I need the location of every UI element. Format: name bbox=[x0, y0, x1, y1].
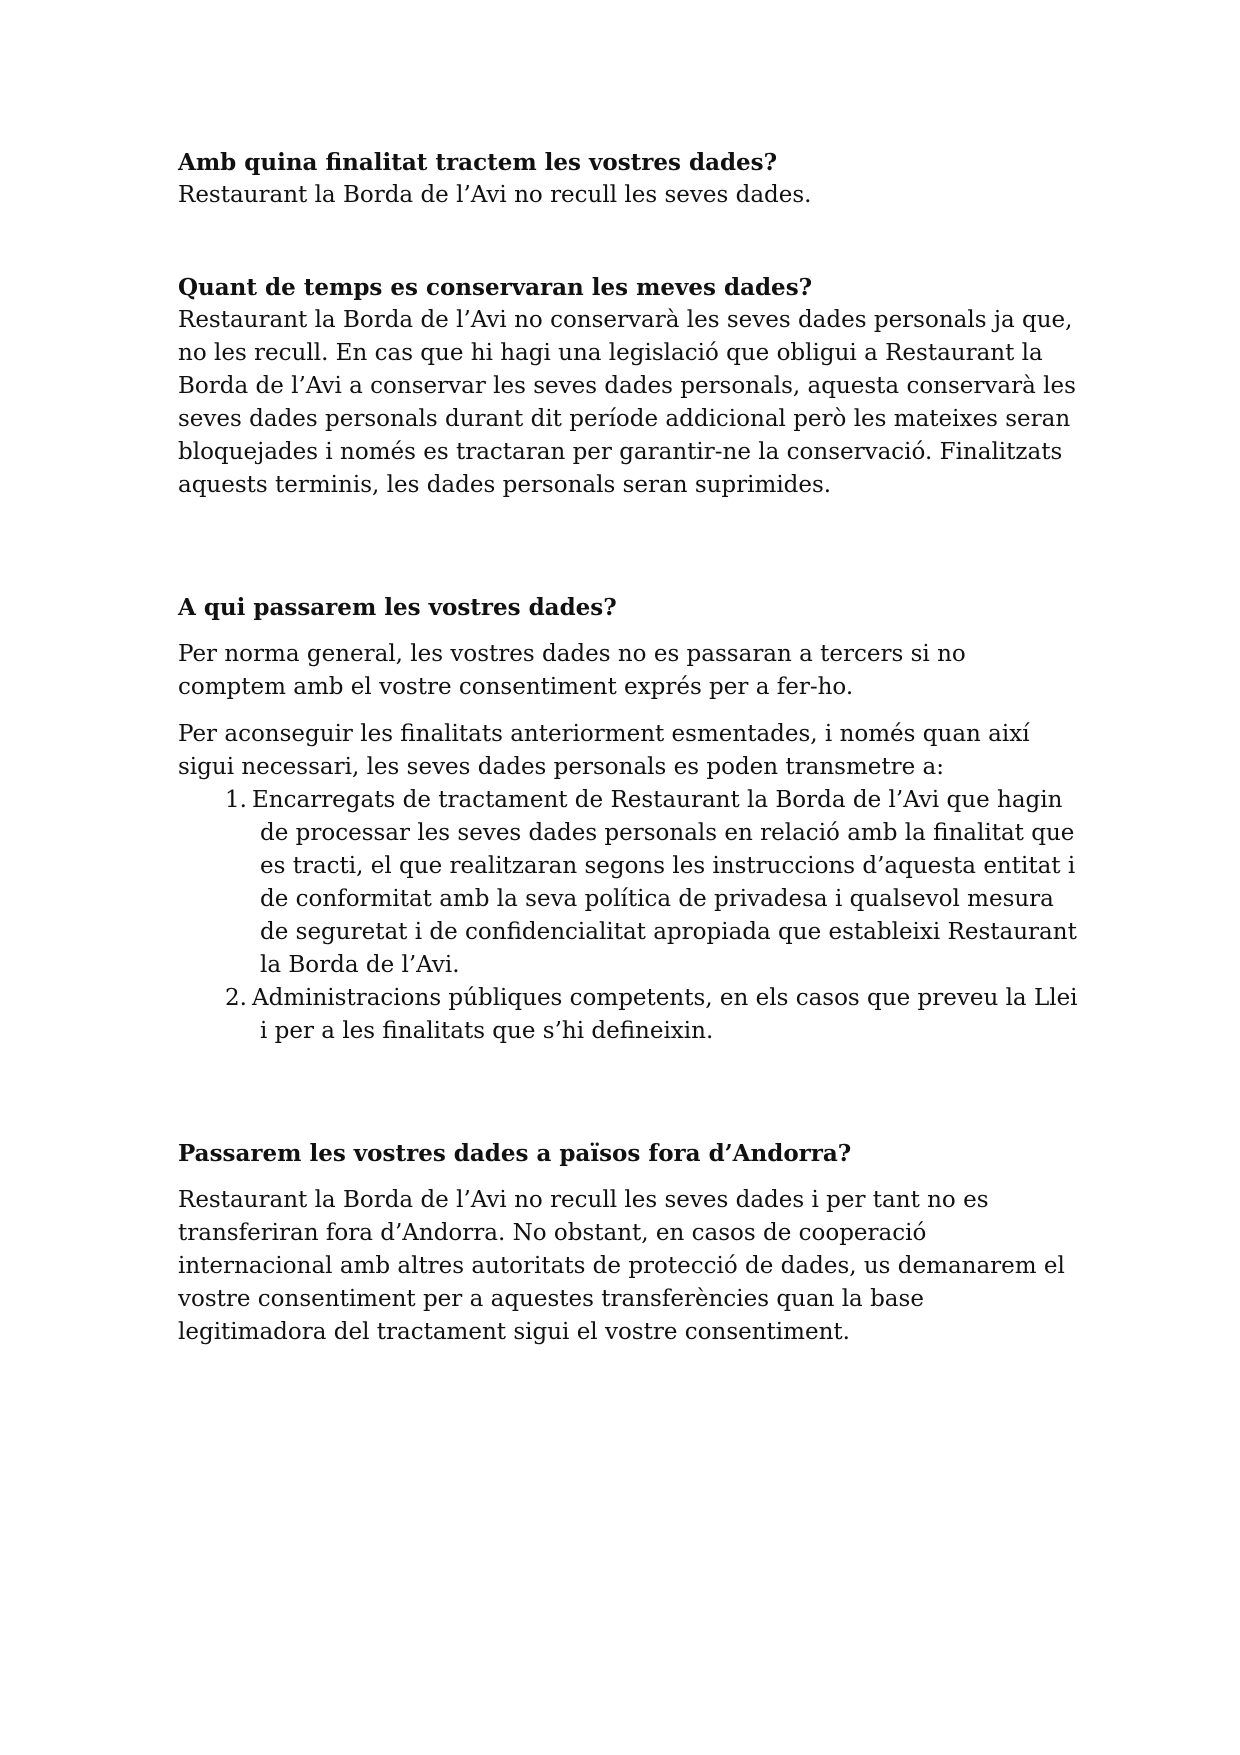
section-paragraph: Restaurant la Borda de l’Avi no conservarà les seves dades personals ja que, no les recull. En cas que hi hagi una legislació que obligui a Restaurant la Borda de l’Avi a conservar les seves dades personals, aquesta conservarà les seves dades personals durant dit període addicional però les mateixes seran bloquejades i només es tractaran per garantir-ne la conservació. Finalitzats aquests terminis, les dades personals seran suprimides. bbox=[178, 307, 1076, 498]
section-paragraph: Restaurant la Borda de l’Avi no recull les seves dades. bbox=[178, 182, 812, 208]
list-item-text: Administracions públiques competents, en els casos que preveu la Llei i per a les finalitats que s’hi defineixin. bbox=[252, 985, 1078, 1044]
section-retention bbox=[178, 271, 1078, 502]
section-heading: Quant de temps es conservaran les meves dades? bbox=[178, 274, 813, 301]
section-recipients bbox=[178, 591, 1078, 1048]
recipients-list bbox=[178, 784, 1078, 1048]
section-heading: Passarem les vostres dades a països fora d’Andorra? bbox=[178, 1140, 852, 1167]
document-content bbox=[178, 146, 1078, 1349]
section-heading: Amb quina finalitat tractem les vostres dades? bbox=[178, 149, 778, 176]
list-item-text: Encarregats de tractament de Restaurant la Borda de l’Avi que hagin de processar les seves dades personals en relació amb la finalitat que es tracti, el que realitzaran segons les instruccions d’aquesta entitat i de conformitat amb la seva política de privadesa i qualsevol mesura de seguretat i de confidencialitat apropiada que estableixi Restaurant la Borda de l’Avi. bbox=[252, 787, 1077, 978]
list-item-number: 2. bbox=[225, 985, 247, 1011]
section-paragraph: Restaurant la Borda de l’Avi no recull les seves dades i per tant no es transferiran fora d’Andorra. No obstant, en casos de cooperació internacional amb altres autoritats de protecció de dades, us demanarem el vostre consentiment per a aquestes transferències quan la base legitimadora del tractament sigui el vostre consentiment. bbox=[178, 1187, 1065, 1345]
section-international-transfers bbox=[178, 1137, 1078, 1349]
list-item bbox=[178, 982, 1078, 1048]
list-item-number: 1. bbox=[225, 787, 247, 813]
list-item bbox=[178, 784, 1078, 982]
section-paragraph: Per aconseguir les finalitats anteriorment esmentades, i només quan així sigui necessari, les seves dades personals es poden transmetre a: bbox=[178, 721, 1030, 780]
section-paragraph: Per norma general, les vostres dades no es passaran a tercers si no comptem amb el vostre consentiment exprés per a fer-ho. bbox=[178, 641, 966, 700]
section-heading: A qui passarem les vostres dades? bbox=[178, 594, 617, 621]
section-purpose bbox=[178, 146, 1078, 212]
